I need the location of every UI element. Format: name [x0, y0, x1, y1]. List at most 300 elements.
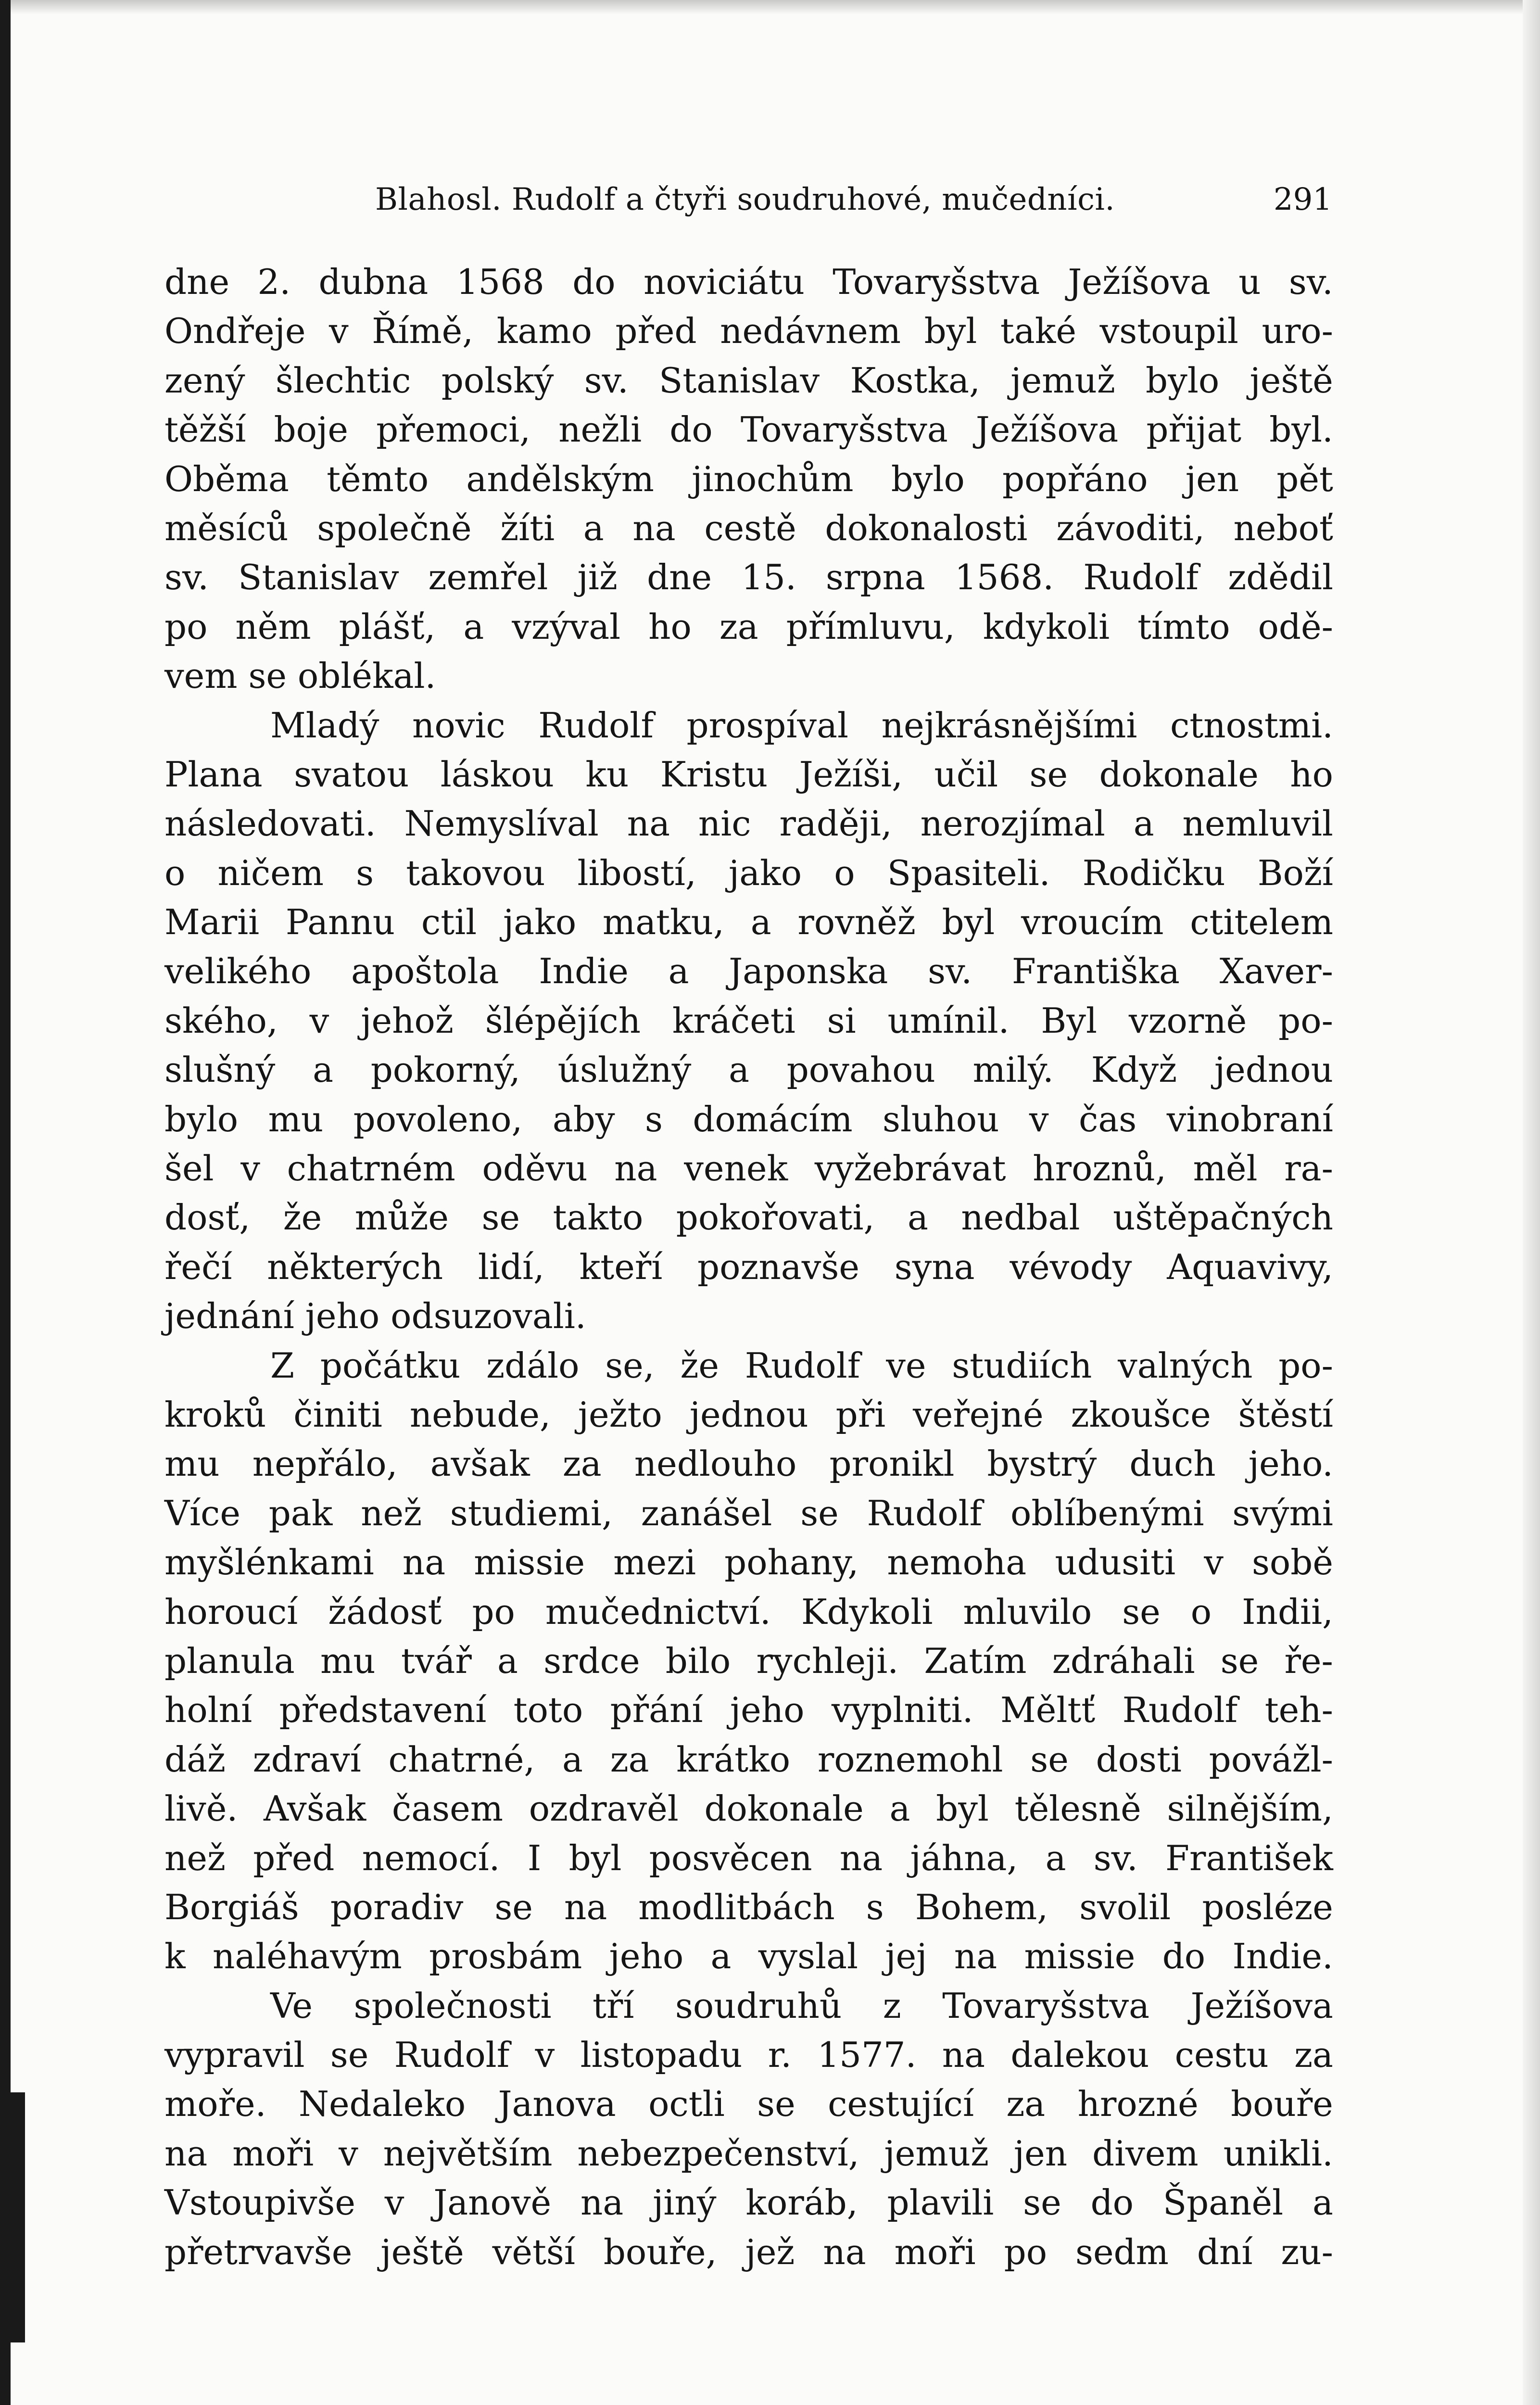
word: plavili [887, 2182, 994, 2223]
word: na [632, 507, 676, 548]
text-line [164, 356, 1333, 405]
word: do [669, 409, 713, 450]
word: Stanislav [658, 360, 820, 401]
text-line [164, 1784, 1333, 1833]
word: ře- [1284, 1640, 1333, 1681]
word: činiti [293, 1394, 382, 1435]
word: sobě [1251, 1542, 1333, 1583]
word: sedm [1075, 2231, 1169, 2272]
word: pronikl [829, 1443, 955, 1484]
word: si [827, 1000, 856, 1041]
word: myšlénkami [164, 1542, 374, 1583]
word: Marii [164, 902, 260, 943]
word: nemocí. [362, 1837, 500, 1878]
word: andělským [466, 458, 654, 499]
word: měsíců [164, 507, 289, 548]
word: moři [894, 2231, 976, 2272]
word: po- [1278, 1000, 1333, 1041]
word: největším [383, 2133, 553, 2174]
word: zdraví [252, 1739, 361, 1780]
word: takto [553, 1197, 644, 1238]
word: aby [552, 1099, 615, 1139]
word: nemoha [887, 1542, 1027, 1583]
word: o [164, 852, 186, 893]
word: za [562, 1443, 602, 1484]
word: Rudolf [1122, 1690, 1238, 1731]
word: Z [270, 1345, 295, 1386]
word: v [1204, 1542, 1224, 1583]
word: cestu [1174, 2035, 1269, 2076]
word: žádosť [328, 1591, 442, 1632]
word: ctnostmi. [1170, 705, 1333, 746]
word: studiemi, [450, 1493, 613, 1533]
word: Nemyslíval [404, 803, 599, 844]
word: dosti [1096, 1739, 1182, 1780]
word: na [402, 1542, 446, 1583]
word: vroucím [1021, 902, 1164, 943]
word: Zatím [924, 1640, 1027, 1681]
text-line [164, 2079, 1333, 2128]
word: pohany, [724, 1542, 859, 1583]
word: na [564, 1886, 607, 1927]
word: v [1029, 1099, 1049, 1139]
word: ského, [164, 1000, 278, 1041]
word: a [1313, 2182, 1333, 2223]
word: Španěl [1162, 2182, 1284, 2223]
word: v [240, 1148, 260, 1189]
word: ctil [421, 902, 477, 943]
word: roznemohl [817, 1739, 1003, 1780]
word: ho [648, 606, 692, 647]
word: avšak [430, 1443, 530, 1484]
word: kdykoli [983, 606, 1110, 647]
word: Japonska [729, 951, 888, 992]
word: úslužný [557, 1050, 692, 1090]
word: s [356, 852, 374, 893]
word: a [1045, 1837, 1066, 1878]
word: bylo [164, 1099, 239, 1139]
word: ozdravěl [529, 1788, 679, 1829]
word: valných [1118, 1345, 1253, 1386]
word: boje [274, 409, 348, 450]
word: pokořovati, [676, 1197, 875, 1238]
word: Rudolf [867, 1493, 983, 1533]
word: za [610, 1739, 649, 1780]
word: dubna [318, 262, 429, 302]
word: větší [492, 2231, 575, 2272]
word: jiný [653, 2182, 717, 2223]
word: dáž [164, 1739, 226, 1780]
word: Janova [498, 2084, 616, 2125]
word: na [580, 2182, 624, 2223]
word: časem [391, 1788, 503, 1829]
word: silnějším, [1167, 1788, 1333, 1829]
word: vzýval [512, 606, 621, 647]
word: Mladý [270, 705, 379, 746]
word: Františka [1011, 951, 1180, 992]
word: a [729, 1050, 749, 1090]
word: Ondřeje [164, 311, 306, 352]
word: tělesně [1014, 1788, 1141, 1829]
word: bystrý [987, 1443, 1097, 1484]
word: kteří [579, 1246, 663, 1287]
word: jeho [730, 1690, 805, 1731]
word: prospíval [686, 705, 849, 746]
word: poznavše [697, 1246, 859, 1287]
word: učil [934, 754, 998, 795]
word: štěstí [1238, 1394, 1333, 1435]
word: umínil. [887, 1000, 1010, 1041]
word: svatou [294, 754, 409, 795]
word: oděvu [482, 1148, 588, 1189]
word: vyslal [758, 1936, 858, 1977]
word: dosť, [164, 1197, 251, 1238]
word: pokorný, [370, 1050, 520, 1090]
word: mluvilo [963, 1591, 1092, 1632]
word: poradiv [330, 1886, 464, 1927]
word: přijat [1146, 409, 1242, 450]
word: měl [1193, 1148, 1258, 1189]
word: po [1004, 2231, 1048, 2272]
word: modlitbách [638, 1886, 835, 1927]
word: Kristu [660, 754, 768, 795]
word: nedlouho [634, 1443, 797, 1484]
word: Rudolf [394, 2035, 510, 2076]
word: posléze [1202, 1886, 1333, 1927]
word: ra- [1284, 1148, 1333, 1189]
word: bylo [891, 458, 965, 499]
word: se, [605, 1345, 655, 1386]
page-right-edge [1523, 0, 1540, 2405]
word: a [710, 1936, 732, 1977]
word: tímto [1137, 606, 1230, 647]
word: také [1000, 311, 1077, 352]
word: Bohem, [915, 1886, 1048, 1927]
word: Vstoupivše [164, 2182, 355, 2223]
word: v [535, 2035, 555, 2076]
word: na [839, 1837, 883, 1878]
word: sv. [584, 360, 629, 401]
text-line [164, 996, 1333, 1045]
word: jemuž [884, 2133, 989, 2174]
word: pak [268, 1493, 333, 1533]
word: Indie. [1232, 1936, 1333, 1977]
word: jako [728, 852, 802, 893]
word: Borgiáš [164, 1886, 299, 1927]
text-line [164, 1144, 1333, 1193]
word: jehož [361, 1000, 454, 1041]
word: tvář [401, 1640, 472, 1681]
word: hrozné [1077, 2084, 1199, 2125]
word: uro- [1262, 311, 1333, 352]
word: Aquavivy, [1167, 1246, 1333, 1287]
word: divem [1092, 2133, 1199, 2174]
word: šel [164, 1148, 214, 1189]
word: Oběma [164, 458, 289, 499]
page-left-edge-notch [0, 2092, 25, 2342]
word: povoleno, [353, 1099, 523, 1139]
page-number: 291 [1273, 182, 1332, 217]
text-line: vem se oblékal. [164, 656, 436, 696]
word: na [627, 803, 670, 844]
word: láskou [440, 754, 554, 795]
word: r. [768, 2035, 792, 2076]
running-head: Blahosl. Rudolf a čtyři soudruhové, mučedníci. [375, 182, 1115, 217]
text-line [164, 1883, 1333, 1932]
word: Římě, [372, 311, 474, 352]
word: že [680, 1345, 719, 1386]
word: 15. [741, 557, 796, 598]
text-line [164, 455, 1333, 504]
word: jinochům [692, 458, 854, 499]
word: společnosti [353, 1985, 552, 2026]
word: společně [317, 507, 472, 548]
word: ještě [1250, 360, 1333, 401]
word: dokonale [704, 1788, 864, 1829]
word: Tovaryšstva [942, 1985, 1150, 2026]
word: Indii, [1242, 1591, 1333, 1632]
word: v [384, 2182, 404, 2223]
word: kroků [164, 1394, 266, 1435]
word: při [835, 1394, 886, 1435]
word: dní [1197, 2231, 1253, 2272]
word: prosbám [429, 1936, 582, 1977]
word: mu [164, 1443, 220, 1484]
text-line [164, 1193, 1333, 1242]
word: rychleji. [756, 1640, 899, 1681]
word: apoštola [351, 951, 499, 992]
word: Xaver- [1219, 951, 1333, 992]
text-line [164, 2178, 1333, 2227]
word: 1568 [456, 262, 544, 302]
word: a [497, 1640, 518, 1681]
word: studiích [952, 1345, 1092, 1386]
word: kamo [496, 311, 592, 352]
word: missie [1024, 1936, 1136, 1977]
text-line [164, 306, 1333, 355]
word: bilo [665, 1640, 731, 1681]
word: do [572, 262, 616, 302]
word: Rodičku [1082, 852, 1225, 893]
word: než [361, 1493, 422, 1533]
word: Tovaryšstva [833, 262, 1040, 302]
word: veřejné [913, 1394, 1044, 1435]
word: se [800, 1493, 839, 1533]
word: přemoci, [376, 409, 531, 450]
word: chatrné, [388, 1739, 535, 1780]
word: těmto [327, 458, 429, 499]
text-line [164, 1587, 1333, 1636]
word: ho [1290, 754, 1333, 795]
word: bylo [1146, 360, 1220, 401]
word: nežli [558, 409, 642, 450]
word: Měltť [1000, 1690, 1096, 1731]
page-header [168, 173, 1332, 226]
word: cestující [828, 2084, 974, 2125]
word: moři [232, 2133, 314, 2174]
word: se [1122, 1591, 1161, 1632]
word: povážl- [1209, 1739, 1333, 1780]
word: I [527, 1837, 542, 1878]
word: byl [936, 1788, 989, 1829]
word: horoucí [164, 1591, 298, 1632]
text-line [164, 405, 1333, 454]
word: lidí, [478, 1246, 544, 1287]
word: ve [886, 1345, 926, 1386]
word: z [883, 1985, 901, 2026]
word: po [164, 606, 208, 647]
word: se [1029, 754, 1068, 795]
word: a [889, 1788, 910, 1829]
word: zanášel [641, 1493, 772, 1533]
word: Avšak [263, 1788, 366, 1829]
word: přání [610, 1690, 703, 1731]
word: takovou [406, 852, 545, 893]
word: jemuž [1010, 360, 1115, 401]
word: představení [279, 1690, 487, 1731]
word: uštěpačných [1113, 1197, 1333, 1238]
word: vévody [1010, 1246, 1132, 1287]
text-line [164, 553, 1333, 602]
word: počátku [320, 1345, 461, 1386]
word: k [164, 1936, 186, 1977]
word: jednou [1214, 1050, 1333, 1090]
word: žíti [500, 507, 555, 548]
word: a [463, 606, 484, 647]
word: u [1238, 262, 1261, 302]
word: nedávnem [720, 311, 901, 352]
word: sv. [164, 557, 209, 598]
word: Spasiteli. [887, 852, 1050, 893]
word: byl [568, 1837, 622, 1878]
word: hroznů, [1033, 1148, 1166, 1189]
word: a [750, 902, 771, 943]
word: nejkrásnějšími [881, 705, 1137, 746]
word: udusiti [1055, 1542, 1176, 1583]
word: byl. [1269, 409, 1333, 450]
text-line [164, 1685, 1333, 1734]
word: cestě [704, 507, 796, 548]
word: se [330, 2035, 369, 2076]
text-line [164, 1489, 1333, 1538]
word: dokonalosti [825, 507, 1028, 548]
word: byl [924, 311, 977, 352]
word: vinobraní [1166, 1099, 1333, 1139]
word: se [1023, 2182, 1061, 2223]
word: s [866, 1886, 884, 1927]
text-line [164, 257, 1333, 306]
text-line [164, 1834, 1333, 1883]
word: zkoušce [1071, 1394, 1211, 1435]
word: dalekou [1010, 2035, 1149, 2076]
word: za [1006, 2084, 1046, 2125]
word: byl [942, 902, 995, 943]
word: 1577. [817, 2035, 917, 2076]
word: svými [1232, 1493, 1333, 1533]
word: již [577, 557, 618, 598]
word: dokonale [1099, 754, 1259, 795]
word: Rudolf [1083, 557, 1199, 598]
word: rovněž [797, 902, 916, 943]
text-line [164, 602, 1333, 651]
word: toto [513, 1690, 583, 1731]
word: srdce [543, 1640, 640, 1681]
word: missie [474, 1542, 585, 1583]
word: vypravil [164, 2035, 305, 2076]
word: Plana [164, 754, 263, 795]
word: chatrném [287, 1148, 455, 1189]
word: zu- [1281, 2231, 1333, 2272]
word: ježto [578, 1394, 662, 1435]
word: nebezpečenství, [577, 2133, 859, 2174]
text-line [164, 2228, 1333, 2277]
word: za [1294, 2035, 1333, 2076]
word: a [583, 507, 604, 548]
word: teh- [1264, 1690, 1333, 1731]
text-line [164, 2030, 1333, 2079]
word: Kdykoli [801, 1591, 933, 1632]
text-line [164, 947, 1333, 996]
word: některých [267, 1246, 443, 1287]
word: 2. [257, 262, 291, 302]
word: polský [441, 360, 554, 401]
text-line [164, 898, 1333, 947]
word: kráčeti [672, 1000, 795, 1041]
word: na [942, 2035, 985, 2076]
word: se [1030, 1739, 1069, 1780]
word: mučednictví. [545, 1591, 771, 1632]
word: neboť [1233, 507, 1333, 548]
text-line [164, 1735, 1333, 1784]
word: se [481, 1197, 520, 1238]
word: vzorně [1128, 1000, 1247, 1041]
word: dne [164, 262, 230, 302]
word: soudruhů [675, 1985, 842, 2026]
word: jeho [609, 1936, 684, 1977]
word: v [309, 1000, 329, 1041]
word: Pannu [285, 902, 395, 943]
word: dne [647, 557, 712, 598]
word: listopadu [580, 2035, 743, 2076]
word: za [719, 606, 758, 647]
page-top-shadow [0, 0, 1540, 14]
word: na [614, 1148, 657, 1189]
word: Stanislav [238, 557, 399, 598]
word: a [907, 1197, 928, 1238]
word: něm [235, 606, 311, 647]
word: po [472, 1591, 515, 1632]
word: vstoupil [1099, 311, 1238, 352]
word: a [313, 1050, 333, 1090]
word: nebude, [409, 1394, 551, 1435]
word: a [668, 951, 689, 992]
word: zdráhali [1052, 1640, 1195, 1681]
word: posvěcen [649, 1837, 812, 1878]
text-line [164, 1636, 1333, 1685]
word: ještě [380, 2231, 464, 2272]
word: a [562, 1739, 583, 1780]
word: následovati. [164, 803, 376, 844]
text-line [164, 1390, 1333, 1439]
word: před [253, 1837, 335, 1878]
word: Kostka, [850, 360, 980, 401]
word: koráb, [745, 2182, 858, 2223]
text-line: jednání jeho odsuzovali. [164, 1296, 586, 1337]
word: šlechtic [275, 360, 411, 401]
word: raději, [779, 803, 892, 844]
word: livě. [164, 1788, 238, 1829]
text-line [164, 1341, 1333, 1390]
